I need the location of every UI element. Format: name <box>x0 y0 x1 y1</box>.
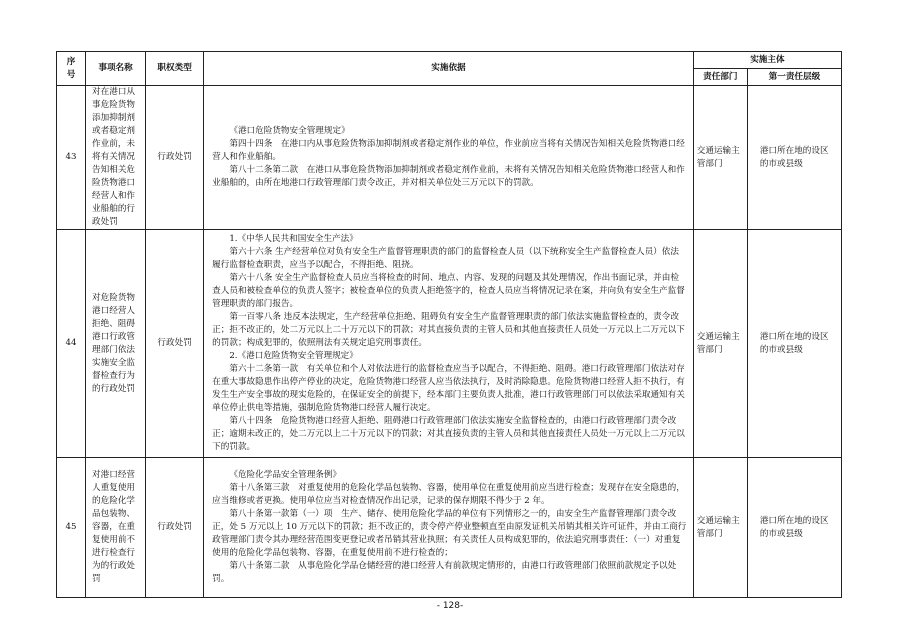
header-item-name: 事项名称 <box>86 52 146 86</box>
row-power-type: 行政处罚 <box>146 86 204 230</box>
row-level: 港口所在地的设区的市或县级 <box>747 230 841 458</box>
basis-paragraph: 第六十六条 生产经营单位对负有安全生产监督管理职责的部门的监督检查人员（以下统称安全生产监督检查人员）依法履行监督检查职责，应当予以配合，不得拒绝、阻挠。 <box>212 247 679 270</box>
header-subject: 实施主体 <box>693 52 841 69</box>
row-no: 45 <box>57 458 86 598</box>
row-basis <box>204 230 694 458</box>
basis-paragraph: 第一百零八条 违反本法规定，生产经营单位拒绝、阻碍负有安全生产监督管理职责的部门依法实施监督检查的，责令改正；拒不改正的，处二万元以上二十万元以下的罚款；对其直接负责的主管人员和其他直接责任人员处一万元以上二万元以下的罚款；构成犯罪的，依照刑法有关规定追究刑事责任。 <box>212 312 685 348</box>
basis-paragraph: 第八十四条 危险货物港口经营人拒绝、阻碍港口行政管理部门依法实施安全监督检查的，由港口行政管理部门责令改正；逾期未改正的，处二万元以上二十万元以下的罚款；对其直接负责的主管人员和其他直接责任人员处一万元以上二万元以下的罚款。 <box>212 416 685 452</box>
document-sheet <box>56 51 842 598</box>
table-row <box>57 230 842 458</box>
row-level: 港口所在地的设区的市或县级 <box>747 458 841 598</box>
power-list-table <box>56 51 842 598</box>
row-dept: 交通运输主管部门 <box>693 230 747 458</box>
row-item-name: 对港口经营人重复使用的危险化学品包装物、容器，在重复使用前不进行检查行为的行政处罚 <box>86 458 146 598</box>
basis-paragraph: 第八十条第二款 从事危险化学品仓储经营的港口经营人有前款规定情形的，由港口行政管理部门依照前款规定予以处罚。 <box>212 561 677 584</box>
basis-paragraph: 第八十二条第二款 在港口从事危险货物添加抑制剂或者稳定剂作业前，未将有关情况告知相关危险货物港口经营人和作业船舶的，由所在地港口行政管理部门责令改正，并对相关单位处三万元以下的罚款。 <box>212 165 685 188</box>
row-item-name: 对危险货物港口经营人拒绝、阻碍港口行政管理部门依法实施安全监督检查行为的行政处罚 <box>86 230 146 458</box>
row-basis <box>204 86 694 230</box>
header-basis: 实施依据 <box>204 52 694 86</box>
header-level: 第一责任层级 <box>747 69 841 86</box>
header-no: 序 号 <box>57 52 86 86</box>
basis-paragraph: 《港口危险货物安全管理规定》 <box>229 126 350 136</box>
row-item-name: 对在港口从事危险货物添加抑制剂或者稳定剂作业前，未将有关情况告知相关危险货物港口经营人和作业船舶的行政处罚 <box>86 86 146 230</box>
header-dept: 责任部门 <box>693 69 747 86</box>
basis-paragraph: 第八十条第一款第（一）项 生产、储存、使用危险化学品的单位有下列情形之一的，由安全生产监督管理部门责令改正，处 5 万元以上 10 万元以下的罚款；拒不改正的，责令停产停业整顿直至由原发证机关吊销其相关许可证件，并由工商行政管理部门责令其办理经营范围变更登记或者吊销其营业执照；有关责任人员构成犯罪的，依法追究刑事责任：（一）对重复使用的危险化学品包装物、容器，在重复使用前不进行检查的； <box>212 509 687 558</box>
basis-paragraph: 第十八条第三款 对重复使用的危险化学品包装物、容器，使用单位在重复使用前应当进行检查；发现存在安全隐患的，应当维修或者更换。使用单位应当对检查情况作出记录，记录的保存期限不得少于 2 年。 <box>212 483 685 506</box>
row-dept: 交通运输主管部门 <box>693 458 747 598</box>
basis-paragraph: 2.《港口危险货物安全管理规定》 <box>229 351 358 361</box>
row-no: 43 <box>57 86 86 230</box>
basis-paragraph: 1.《中华人民共和国安全生产法》 <box>229 234 358 244</box>
basis-paragraph: 第六十二条第一款 有关单位和个人对依法进行的监督检查应当予以配合，不得拒绝、阻碍。港口行政管理部门依法对存在重大事故隐患作出停产停业的决定，危险货物港口经营人应当依法执行，及时消除隐患。危险货物港口经营人拒不执行，有发生生产安全事故的现实危险的，在保证安全的前提下，经本部门主要负责人批准，港口行政管理部门可以依法采取通知有关单位停止供电等措施，强制危险货物港口经营人履行决定。 <box>212 364 685 413</box>
row-dept: 交通运输主管部门 <box>693 86 747 230</box>
table-row <box>57 86 842 230</box>
row-basis <box>204 458 694 598</box>
row-power-type: 行政处罚 <box>146 458 204 598</box>
basis-paragraph: 《危险化学品安全管理条例》 <box>229 470 342 480</box>
row-level: 港口所在地的设区的市或县级 <box>747 86 841 230</box>
page-number: - 128- <box>436 601 464 611</box>
header-power-type: 职权类型 <box>146 52 204 86</box>
row-no: 44 <box>57 230 86 458</box>
basis-paragraph: 第四十四条 在港口内从事危险货物添加抑制剂或者稳定剂作业的单位，作业前应当将有关情况告知相关危险货物港口经营人和作业船舶。 <box>212 139 685 162</box>
table-row <box>57 458 842 598</box>
row-power-type: 行政处罚 <box>146 230 204 458</box>
basis-paragraph: 第六十八条 安全生产监督检查人员应当将检查的时间、地点、内容、发现的问题及其处理情况，作出书面记录，并由检查人员和被检查单位的负责人签字；被检查单位的负责人拒绝签字的，检查人员应当将情况记录在案，并向负有安全生产监督管理职责的部门报告。 <box>212 273 685 309</box>
